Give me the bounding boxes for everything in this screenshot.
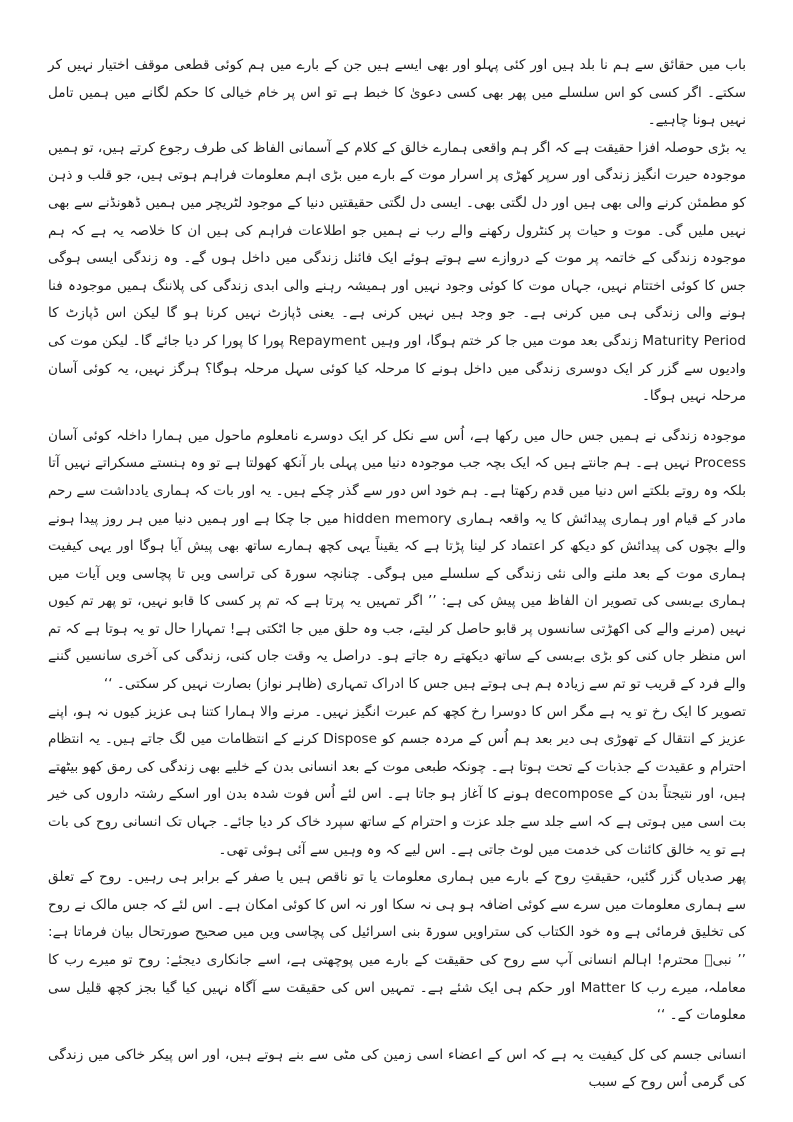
document-page (48, 52, 746, 1097)
paragraph-5: پھر صدیاں گزر گئیں، حقیقتِ روح کے بارے میں ہماری معلومات یا تو ناقص ہیں یا صفر کے برابر ہی رہیں۔ روح کے تعلق سے ہماری معلومات میں سرے سے کوئی اضافہ ہو ہی نہ سکا اور نہ اس کا کوئی امکان ہے۔ اس لئے کہ جس مالک نے روح کی تخلیق فرمائی ہے وہ خود الکتاب کی ستراویں سورۃ بنی اسرائیل کی پچاسی ویں میں صحیح صورتحال بیان فرماتا ہے: ’’ نبیؐ محترم! اہالم انسانی آپ سے روح کی حقیقت کے بارے میں پوچھتی ہے، اسے جانکاری دیجئے: روح تو میرے رب کا معاملہ، میرے رب کا Matter اور حکم ہی ایک شئے ہے۔ تمہیں اس کی حقیقت سے آگاہ نہیں کیا گیا بجز کچھ قلیل سی معلومات کے۔ ‘‘ (48, 869, 746, 1024)
paragraph-1: باب میں حقائق سے ہم نا بلد ہیں اور کئی پہلو اور بھی ایسے ہیں جن کے بارے میں ہم کوئی قطعی موقف اختیار نہیں کر سکتے۔ اگر کسی کو اس سلسلے میں پھر بھی کسی دعویٰ کا خبط ہے تو اس پر خام خیالی کا حکم لگانے میں ہمیں تامل نہیں ہونا چاہیے۔ (48, 57, 746, 129)
paragraph-3: موجودہ زندگی نے ہمیں جس حال میں رکھا ہے، اُس سے نکل کر ایک دوسرے نامعلوم ماحول میں ہمارا داخلہ کوئی آسان Process نہیں ہے۔ ہم جانتے ہیں کہ ایک بچہ جب موجودہ دنیا میں پہلی بار آنکھ کھولتا ہے تو وہ ہنستے مسکراتے نہیں آتا بلکہ وہ روتے بلکتے اس دنیا میں قدم رکھتا ہے۔ ہم خود اس دور سے گذر چکے ہیں۔ یہ اور بات کہ ہماری یادداشت سے رحم مادر کے قیام اور ہماری پیدائش کا یہ واقعہ ہماری hidden memory میں جا چکا ہے اور ہمیں دنیا میں ہر روز پیدا ہونے والے بچوں کی پیدائش کو دیکھ کر اعتماد کر لینا پڑتا ہے کہ یقیناً یہی کچھ ہمارے ساتھ بھی پیش آیا ہوگا اور یہی کیفیت ہماری موت کے بعد ملنے والی نئی زندگی کے سلسلے میں ہوگی۔ چنانچہ سورۃ کی تراسی ویں تا پچاسی ویں آیات میں ہماری بےبسی کی تصویر ان الفاظ میں پیش کی ہے: ’’ اگر تمہیں یہ پرتا ہے کہ تم پر کسی کا قابو نہیں، تو پھر تم کیوں نہیں (مرنے والے کی اکھڑتی سانسوں پر قابو حاصل کر لیتے، جب وہ حلق میں جا اٹکتی ہے! تمہارا حال تو یہ ہوتا ہے کہ تم اس منظر جاں کنی کو بڑی بےبسی کے ساتھ دیکھتے رہ جاتے ہو۔ دراصل یہ وقت جاں کنی، زندگی کی آخری سانسیں گننے والے فرد کے قریب تو تم سے زیادہ ہم ہی ہوتے ہیں جس کا ادراک تمہاری (ظاہر نواز) بصارت نہیں کر سکتی۔ ‘‘ (48, 427, 746, 693)
paragraph-4: تصویر کا ایک رخ تو یہ ہے مگر اس کا دوسرا رخ کچھ کم عبرت انگیز نہیں۔ مرنے والا ہمارا کتنا ہی عزیز کیوں نہ ہو، اپنے عزیز کے انتقال کے تھوڑی ہی دیر بعد ہم اُس کے مردہ جسم کو Dispose کرنے کے انتظامات میں لگ جاتے ہیں۔ یہ انتظام احترام و عقیدت کے جذبات کے تحت ہوتا ہے۔ چونکہ طبعی موت کے بعد انسانی بدن کے خلیے بھی زندگی کی رمق کھو بیٹھتے ہیں، اور نتیجتاً بدن کے decompose ہونے کا آغاز ہو جاتا ہے۔ اس لئے اُس فوت شدہ بدن اور اسکے رشتہ داروں کی خیر بت اسی میں ہوتی ہے کہ اسے جلد سے جلد عزت و احترام کے ساتھ سپرد خاک کر دیا جائے۔ جہاں تک انسانی روح کی بات ہے تو یہ خالق کائنات کی خدمت میں لوٹ جاتی ہے۔ اس لیے کہ وہ وہیں سے آئی ہوئی تھی۔ (48, 703, 746, 858)
paragraph-6: انسانی جسم کی کل کیفیت یہ ہے کہ اس کے اعضاء اسی زمین کی مٹی سے بنے ہوتے ہیں، اور اس پیکر خاکی میں زندگی کی گرمی اُس روح کے سبب (48, 1046, 746, 1091)
paragraph-2: یہ بڑی حوصلہ افزا حقیقت ہے کہ اگر ہم واقعی ہمارے خالق کے کلام کے آسمانی الفاظ کی طرف رجوع کرتے ہیں، تو ہمیں موجودہ حیرت انگیز زندگی اور سرپر کھڑی پر اسرار موت کے بارے میں بڑی اہم معلومات فراہم ہوتی ہیں، جو قلب و ذہن کو مطمئن کرنے والی بھی ہیں اور دل لگتی بھی۔ ایسی دل لگتی حقیقتیں دنیا کے موجود لٹریچر میں ہمیں ڈھونڈنے سے بھی نہیں ملیں گی۔ موت و حیات پر کنٹرول رکھنے والے رب نے ہمیں جو اطلاعات فراہم کی ہیں ان کا خلاصہ یہ ہے کہ ہم موجودہ زندگی کے خاتمہ پر موت کے دروازے سے ہوتے ہوئے ایک فائنل زندگی میں داخل ہوں گے۔ وہ زندگی ایسی ہوگی جس کا کوئی اختتام نہیں، جہاں موت کا کوئی وجود نہیں اور ہمیشہ رہنے والی ابدی زندگی کی پلاننگ ہمیں موجودہ فنا ہونے والی زندگی ہی میں کرنی ہے۔ جو وجد ہیں نہیں کرنی ہے۔ یعنی ڈپازٹ نہیں کرنا ہو گا لیکن اس ڈپازٹ کا Maturity Period زندگی بعد موت میں جا کر ختم ہوگا، اور وہیں Repayment پورا کا پورا کر دیا جائے گا۔ لیکن موت کی وادیوں سے گزر کر ایک دوسری زندگی میں داخل ہونے کا مرحلہ کیا کوئی سہل مرحلہ ہوگا؟ ہرگز نہیں، یہ کوئی آسان مرحلہ نہیں ہوگا۔ (48, 139, 746, 405)
